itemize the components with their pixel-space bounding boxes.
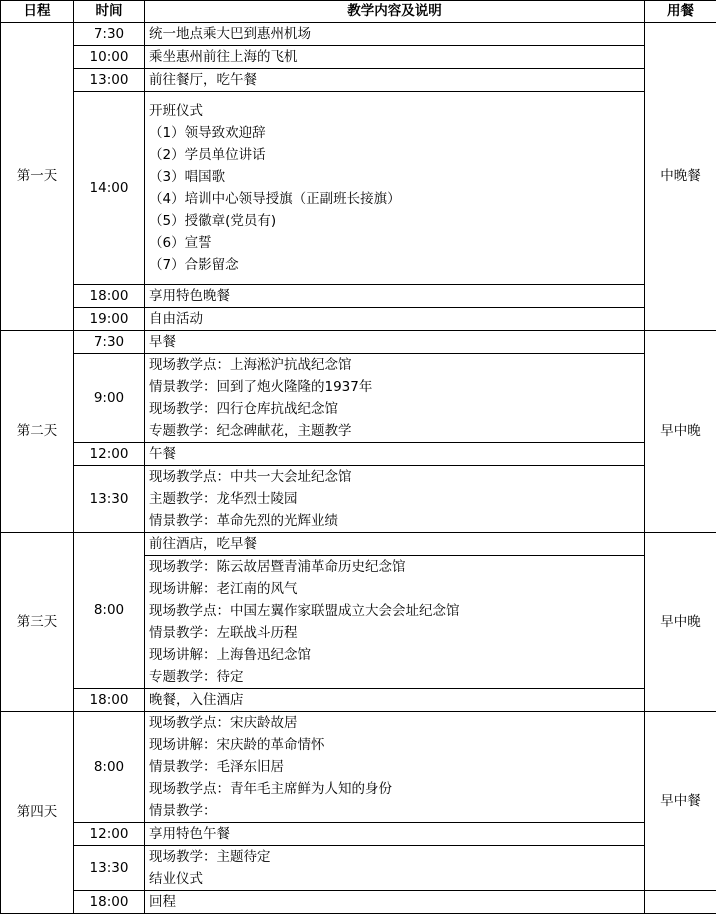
day-cell: 第一天 <box>1 23 74 331</box>
content-line: 现场教学：陈云故居暨青浦革命历史纪念馆 <box>149 556 644 578</box>
content-line: 享用特色午餐 <box>149 823 644 845</box>
content-line: 情景教学：毛泽东旧居 <box>149 756 644 778</box>
meal-cell-empty <box>645 891 716 914</box>
content-line: 开班仪式 <box>149 100 644 122</box>
content-line: 现场教学点：中国左翼作家联盟成立大会会址纪念馆 <box>149 600 644 622</box>
table-row <box>1 712 716 823</box>
content-cell <box>145 69 645 92</box>
table-row <box>1 331 716 354</box>
header-meal: 用餐 <box>645 1 716 23</box>
table-row <box>1 308 716 331</box>
time-cell: 19:00 <box>74 308 145 331</box>
content-line: （1）领导致欢迎辞 <box>149 122 644 144</box>
content-line: 情景教学：革命先烈的光辉业绩 <box>149 510 644 532</box>
time-cell: 18:00 <box>74 689 145 712</box>
content-line: 现场教学点：上海淞沪抗战纪念馆 <box>149 354 644 376</box>
meal-cell: 早中餐 <box>645 712 716 891</box>
table-row <box>1 466 716 533</box>
time-cell: 12:00 <box>74 443 145 466</box>
content-cell <box>145 23 645 46</box>
day-cell: 第二天 <box>1 331 74 533</box>
content-line: 回程 <box>149 891 644 913</box>
content-line: 统一地点乘大巴到惠州机场 <box>149 23 644 45</box>
header-row <box>1 1 716 23</box>
meal-cell: 早中晚 <box>645 533 716 712</box>
content-line: 主题教学：龙华烈士陵园 <box>149 488 644 510</box>
content-line: 自由活动 <box>149 308 644 330</box>
table-row <box>1 285 716 308</box>
content-line: 现场教学：主题待定 <box>149 846 644 868</box>
content-line: （3）唱国歌 <box>149 166 644 188</box>
table-row <box>1 69 716 92</box>
content-line: 现场教学点：青年毛主席鲜为人知的身份 <box>149 778 644 800</box>
content-line: 现场讲解：老江南的风气 <box>149 578 644 600</box>
content-cell <box>145 443 645 466</box>
content-line: 情景教学：左联战斗历程 <box>149 622 644 644</box>
content-line: （6）宣誓 <box>149 232 644 254</box>
time-cell: 14:00 <box>74 92 145 285</box>
content-cell <box>145 92 645 285</box>
content-cell <box>145 533 645 556</box>
table-row <box>1 92 716 285</box>
content-line: （7）合影留念 <box>149 254 644 276</box>
content-cell <box>145 285 645 308</box>
time-cell: 13:30 <box>74 846 145 891</box>
time-cell: 9:00 <box>74 354 145 443</box>
content-line: 现场讲解：宋庆龄的革命情怀 <box>149 734 644 756</box>
time-cell: 7:30 <box>74 23 145 46</box>
content-line: 现场教学：四行仓库抗战纪念馆 <box>149 398 644 420</box>
content-line: 前往餐厅，吃午餐 <box>149 69 644 91</box>
content-line: 早餐 <box>149 331 644 353</box>
content-cell <box>145 331 645 354</box>
table-row <box>1 846 716 891</box>
content-cell <box>145 689 645 712</box>
content-line: 专题教学：待定 <box>149 666 644 688</box>
table-row <box>1 533 716 556</box>
content-line: 专题教学：纪念碑献花，主题教学 <box>149 420 644 442</box>
time-cell: 7:30 <box>74 331 145 354</box>
table-row <box>1 443 716 466</box>
content-line: 现场教学点：中共一大会址纪念馆 <box>149 466 644 488</box>
meal-cell: 早中晚 <box>645 331 716 533</box>
table-row <box>1 823 716 846</box>
content-cell <box>145 466 645 533</box>
time-cell: 18:00 <box>74 891 145 914</box>
content-line: 晚餐，入住酒店 <box>149 689 644 711</box>
table-row <box>1 23 716 46</box>
table-row <box>1 46 716 69</box>
content-line: 乘坐惠州前往上海的飞机 <box>149 46 644 68</box>
content-cell <box>145 846 645 891</box>
header-day: 日程 <box>1 1 74 23</box>
content-cell <box>145 823 645 846</box>
header-time: 时间 <box>74 1 145 23</box>
table-row <box>1 689 716 712</box>
table-row <box>1 354 716 443</box>
time-cell: 13:00 <box>74 69 145 92</box>
content-cell <box>145 354 645 443</box>
time-cell: 10:00 <box>74 46 145 69</box>
content-line: 午餐 <box>149 443 644 465</box>
time-cell: 8:00 <box>74 533 145 689</box>
content-line: 结业仪式 <box>149 868 644 890</box>
meal-cell: 中晚餐 <box>645 23 716 331</box>
content-cell <box>145 712 645 823</box>
day-cell: 第四天 <box>1 712 74 914</box>
content-line: 情景教学：回到了炮火隆隆的1937年 <box>149 376 644 398</box>
content-line: （4）培训中心领导授旗（正副班长接旗） <box>149 188 644 210</box>
table-row <box>1 891 716 914</box>
content-cell <box>145 308 645 331</box>
content-line: （2）学员单位讲话 <box>149 144 644 166</box>
header-content: 教学内容及说明 <box>145 1 645 23</box>
time-cell: 13:30 <box>74 466 145 533</box>
content-cell <box>145 556 645 689</box>
content-line: 前往酒店，吃早餐 <box>149 533 644 555</box>
time-cell: 8:00 <box>74 712 145 823</box>
content-cell <box>145 46 645 69</box>
time-cell: 12:00 <box>74 823 145 846</box>
day-cell: 第三天 <box>1 533 74 712</box>
time-cell: 18:00 <box>74 285 145 308</box>
content-line: 现场教学点：宋庆龄故居 <box>149 712 644 734</box>
content-line: 现场讲解：上海鲁迅纪念馆 <box>149 644 644 666</box>
content-line: （5）授徽章(党员有) <box>149 210 644 232</box>
content-cell <box>145 891 645 914</box>
content-line: 情景教学： <box>149 800 644 822</box>
content-line: 享用特色晚餐 <box>149 285 644 307</box>
